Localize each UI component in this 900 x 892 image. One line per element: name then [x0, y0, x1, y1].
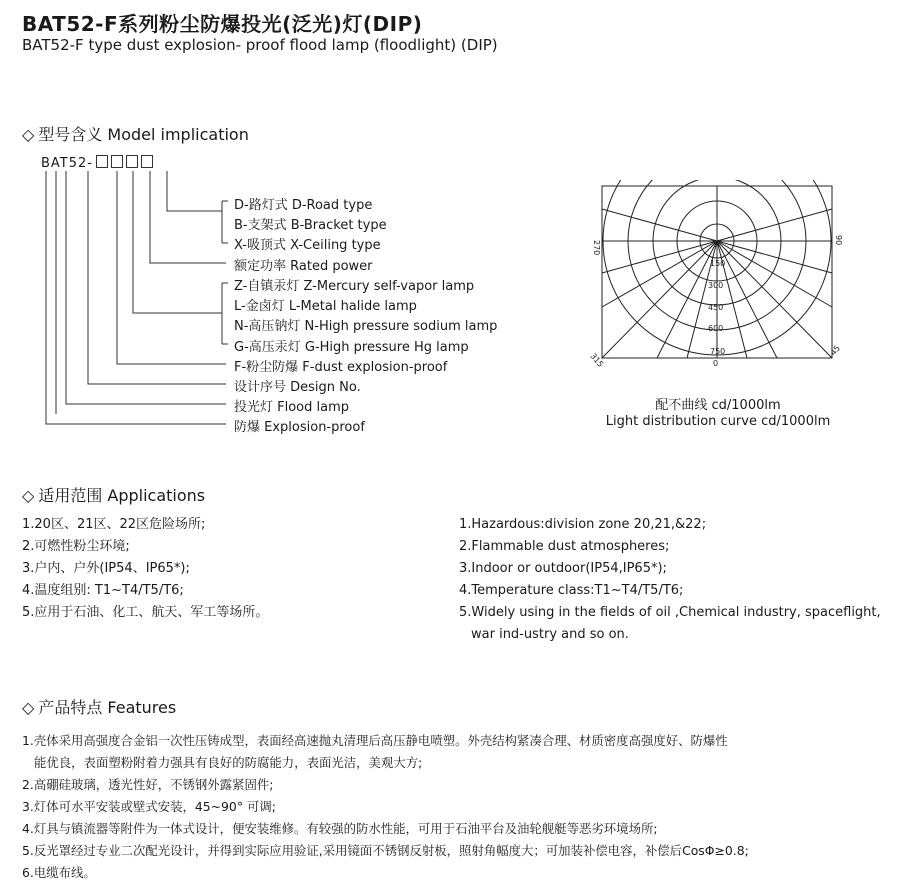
model-code-prefix: BAT52- — [41, 156, 93, 171]
model-label-ceiling: X-吸顶式 X-Ceiling type — [234, 238, 381, 253]
model-label-hg: G-高压汞灯 G-High pressure Hg lamp — [234, 340, 469, 355]
title-en: BAT52-F type dust explosion- proof flood lamp (floodlight) (DIP) — [22, 36, 498, 54]
features-item: 6.电缆布线。 — [22, 865, 96, 880]
angle-label-45: 45 — [828, 343, 843, 358]
light-distribution-curve — [586, 180, 856, 380]
angle-label-90: 90 — [834, 235, 843, 246]
curve-caption-cn: 配不曲线 cd/1000lm — [655, 398, 781, 413]
diamond-icon: ◇ — [22, 125, 35, 144]
model-label-explosion: 防爆 Explosion-proof — [234, 420, 365, 435]
applications-cn-item: 1.20区、21区、22区危险场所; — [22, 517, 206, 532]
applications-cn-list — [22, 514, 268, 624]
applications-en-item: 4.Temperature class:T1~T4/T5/T6; — [459, 583, 684, 598]
model-label-mercury: Z-自镇汞灯 Z-Mercury self-vapor lamp — [234, 279, 475, 294]
applications-cn-item: 5.应用于石油、化工、航天、军工等场所。 — [22, 605, 269, 620]
applications-en-item: 1.Hazardous:division zone 20,21,&22; — [459, 517, 707, 532]
diamond-icon: ◇ — [22, 698, 35, 717]
features-list — [22, 730, 749, 884]
diamond-icon: ◇ — [22, 486, 35, 505]
features-item: 5.反光罩经过专业二次配光设计，并得到实际应用验证,采用镜面不锈钢反射板，照射角幅度大；可加装补偿电容，补偿后CosΦ≥0.8; — [22, 843, 749, 858]
angle-label-315: 315 — [588, 351, 606, 369]
angle-label-270: 270 — [592, 240, 601, 256]
applications-en-item: 2.Flammable dust atmospheres; — [459, 539, 670, 554]
model-label-sodium: N-高压钠灯 N-High pressure sodium lamp — [234, 319, 498, 334]
applications-cn-item: 3.户内、户外(IP54、IP65*); — [22, 561, 190, 576]
model-label-bracket: B-支架式 B-Bracket type — [234, 218, 387, 233]
model-label-design: 设计序号 Design No. — [234, 380, 361, 395]
applications-en-item: 5.Widely using in the fields of oil ,Chemical industry, spaceflight, — [459, 605, 881, 620]
applications-cn-item: 4.温度组别: T1~T4/T5/T6; — [22, 583, 184, 598]
model-heading-text: 型号含义 Model implication — [38, 125, 249, 144]
features-item: 能优良，表面塑粉附着力强具有良好的防腐能力，表面光洁，美观大方; — [34, 755, 423, 770]
model-label-power: 额定功率 Rated power — [234, 259, 373, 274]
features-item: 2.高硼硅玻璃，透光性好，不锈钢外露紧固件; — [22, 777, 274, 792]
features-heading — [22, 695, 176, 718]
features-heading-text: 产品特点 Features — [38, 698, 177, 717]
model-label-flood: 投光灯 Flood lamp — [234, 400, 350, 415]
applications-en-item: 3.Indoor or outdoor(IP54,IP65*); — [459, 561, 667, 576]
radial-label-600: 600 — [708, 324, 724, 333]
radial-label-300: 300 — [708, 281, 724, 290]
angle-label-0: 0 — [713, 359, 719, 368]
curve-caption-en: Light distribution curve cd/1000lm — [605, 414, 831, 429]
model-label-dust: F-粉尘防爆 F-dust explosion-proof — [234, 360, 448, 375]
radial-label-750: 750 — [710, 347, 726, 356]
radial-label-150: 150 — [710, 259, 726, 268]
features-item: 3.灯体可水平安装或壁式安装，45~90° 可调; — [22, 799, 276, 814]
applications-heading-text: 适用范围 Applications — [38, 486, 206, 505]
radial-label-450: 450 — [708, 303, 724, 312]
applications-heading — [22, 483, 205, 506]
model-label-metal-halide: L-金卤灯 L-Metal halide lamp — [234, 299, 417, 314]
applications-en-item: war ind-ustry and so on. — [471, 627, 629, 642]
applications-cn-item: 2.可燃性粉尘环境; — [22, 539, 130, 554]
title-cn: BAT52-F系列粉尘防爆投光(泛光)灯(DIP) — [22, 12, 423, 36]
model-label-road: D-路灯式 D-Road type — [234, 198, 373, 213]
applications-en-list — [459, 514, 881, 646]
features-item: 4.灯具与镇流器等附件为一体式设计，便安装维修。有较强的防水性能，可用于石油平台及油轮舰艇等恶劣环境场所; — [22, 821, 658, 836]
features-item: 1.壳体采用高强度合金铝一次性压铸成型，表面经高速抛丸清理后高压静电喷塑。外壳结构紧凑合理、材质密度高强度好、防爆性 — [22, 733, 728, 748]
